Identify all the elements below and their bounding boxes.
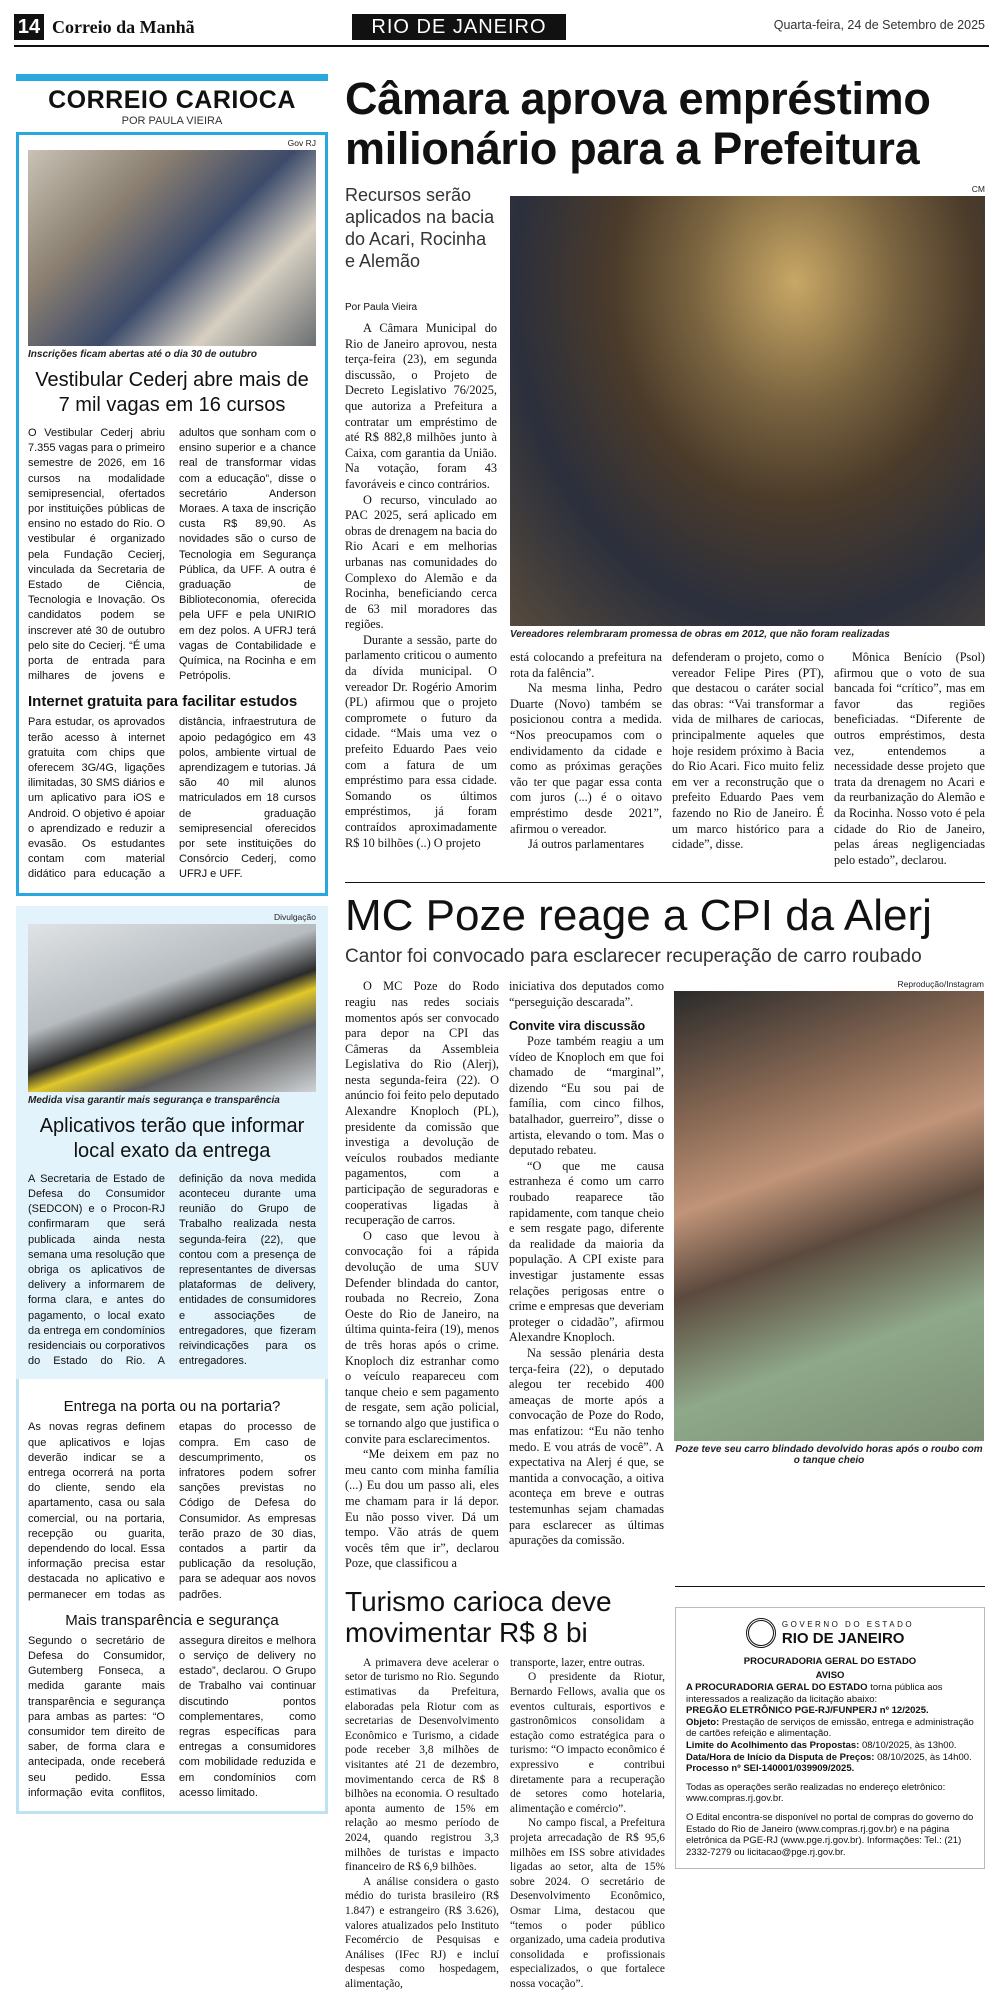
camara-columns — [510, 650, 985, 868]
notice-data — [686, 1752, 974, 1764]
deck: Cantor foi convocado para esclarecer recuperação de carro roubado — [345, 946, 922, 968]
article-divider — [675, 1586, 985, 1587]
article-body: A Secretaria de Estado de Defesa do Consumidor (SEDCON) e o Procon-RJ confirmaram que será publicada ainda nesta semana uma resolução que obriga os aplicativos de delivery a informarem de forma clara, e antes do pagamento, o local exato da entrega em condomínios residenciais ou corporativos do Estado do Rio. A definição da nova medida aconteceu durante uma reunião do Grupo de Trabalho realizada nesta segunda-feira (22), que contou com a presença de representantes de diversas plataformas de delivery, entidades de consumidores e associações de entregadores, que fizeram reivindicações para os entregadores. — [28, 1172, 316, 1368]
article-column-1 — [345, 1656, 499, 1992]
main-news-area — [345, 74, 985, 1992]
article-column-3 — [672, 650, 824, 868]
paragraph: “O que me causa estranheza é como um carro roubado reaparece tão rapidamente, com tanque cheio e sem resgate pago, diferente da realidade da maioria da população. A CPI existe para investigar justamente essas relações perigosas entre o crime e empresas que deveriam proteger o cidadão”, afirmou Alexandre Knoploch. — [509, 1158, 665, 1345]
paragraph: defenderam o projeto, como o vereador Felipe Pires (PT), que destacou o caráter social das obras: “Vai transformar a vida de milhares de cariocas, principalmente aqueles que hoje residem próximo à Bacia do Rio Acari. Fico muito feliz em ver a reconstrução que o prefeito Eduardo Paes vem fazendo no Rio de Janeiro. É um marco histórico para a cidade”, disse. — [672, 650, 824, 852]
value: Prestação de serviços de emissão, entrega e administração de cartões refeição e alimentação. — [686, 1716, 974, 1740]
headline-poze: MC Poze reage a CPI da Alerj — [345, 891, 932, 941]
paragraph: A análise considera o gasto médio do turista brasileiro (R$ 1.847) e estrangeiro (R$ 3.626), valores atualizados pelo Instituto Fecomércio de Pesquisas e Análises (IFec RJ) e incluí despesas como hospedagem, alimentação, — [345, 1875, 499, 1990]
bottom-row — [345, 1586, 985, 1992]
column-accent-bar — [16, 74, 328, 81]
photo-caption: Inscrições ficam abertas até o dia 30 de outubro — [28, 349, 257, 360]
photo-credit: CM — [971, 184, 985, 194]
issue-date: Quarta-feira, 24 de Setembro de 2025 — [773, 18, 985, 32]
photo-caption: Medida visa garantir mais segurança e transparência — [28, 1094, 280, 1106]
mc-poze-photo — [674, 991, 984, 1441]
correio-carioca-column — [16, 74, 328, 1992]
headline-camara: Câmara aprova empréstimo milionário para a Prefeitura — [345, 73, 931, 174]
paragraph: transporte, lazer, entre outras. — [510, 1656, 645, 1669]
paragraph: “Me deixem em paz no meu canto com minha família (...) Eu dou um passo ali, eles me chamam para ir lá depor. Eu não posso viver. Dá um tempo. Vão atrás de quem vocês têm que ir”, declarou Poze, que classificou a — [345, 1447, 499, 1571]
byline: Por Paula Vieira — [345, 302, 418, 313]
camara-article — [345, 184, 985, 868]
section-title: RIO DE JANEIRO — [352, 14, 566, 40]
subheading: Internet gratuita para facilitar estudos — [28, 693, 298, 711]
paragraph: Na mesma linha, Pedro Duarte (Novo) também se posicionou contra a medida. “Nos preocupamos com o endividamento da cidade e como as próximas gerações vão ter que pagar essa conta com juros (...) é o oitavo empréstimo desde 2021”, afirmou o vereador. — [510, 681, 662, 836]
notice-objeto — [686, 1717, 974, 1740]
notice-org: PROCURADORIA GERAL DO ESTADO — [743, 1655, 917, 1667]
paragraph: Durante a sessão, parte do parlamento criticou o aumento da dívida municipal. O vereador Dr. Rogério Amorim (PL) afirmou que o projeto compromete o futuro da cidade. “Mais uma vez o prefeito Eduardo Paes veio com a fatura de um empréstimo para essa cidade. Somando os últimos empréstimos, já foram contraídos aproximadamente R$ 10 bilhões (..) O projeto — [345, 632, 497, 850]
paragraph: O presidente da Riotur, Bernardo Fellows, avalia que os eventos culturais, esportivos e gastronômicos consolidam a estação como estratégica para o turismo: “O impacto econômico é expressivo e contribui diretamente para a recuperação de setores como hotelaria, alimentação e comércio”. — [510, 1671, 665, 1815]
subheading: Entrega na porta ou na portaria? — [63, 1398, 281, 1416]
deck: Recursos serão aplicados na bacia do Acari, Rocinha e Alemão — [345, 185, 495, 271]
photo-credit: Divulgação — [273, 911, 316, 922]
paragraph: A Câmara Municipal do Rio de Janeiro aprovou, nesta terça-feira (23), em segunda discussão, o Projeto de Decreto Legislativo 76/2025, que autoriza a Prefeitura a contratar um empréstimo de até R$ 882,8 milhões junto à Caixa, com garantia da União. Na votação, foram 43 favoráveis e cinco contrários. — [345, 321, 497, 491]
paragraph: Mônica Benício (Psol) afirmou que o voto de sua bancada foi “crítico”, mas em favor das regiões beneficiadas. “Diferente de outros empréstimos, desta vez, entendemos a necessidade desse projeto que trata da drenagem no Acari e da reurbanização do Alemão e da Rocinha. Nosso voto é pela cidade do Rio de Janeiro, pelas áreas negligenciadas pelo estado”, declarou. — [834, 650, 985, 867]
article-body: Segundo o secretário de Defesa do Consumidor, Gutemberg Fonseca, a medida garante mais transparência e segurança para ambas as partes: “O consumidor tem direito de saber, de forma clara e antecipada, onde receberá seu pedido. Essa informação evita conflitos, assegura direitos e melhora o serviço de delivery no estado”, declarou. O Grupo de Trabalho vai continuar discutindo pontos complementares, como regras específicas para entregas a consumidores com mobilidade reduzida e em condomínios com acesso limitado. — [28, 1634, 316, 1799]
notice-operacoes: Todas as operações serão realizadas no endereço eletrônico: www.compras.rj.gov.br. — [686, 1781, 946, 1805]
article-body: O Vestibular Cederj abriu 7.355 vagas para o primeiro semestre de 2026, em 16 cursos na modalidade semipresencial, ofertados por instituições públicas de ensino no estado do Rio. O vestibular é organizado pela Fundação Cecierj, vinculada da Secretaria de Estado de Ciência, Tecnologia e Inovação. Os candidatos podem se inscrever até 30 de outubro pelo site do Cecierj. “É uma porta de entrada para milhares de jovens e adultos que sonham com o ensino superior e a chance real de transformar vidas com a educação”, disse o secretário Anderson Moraes. A taxa de inscrição custa R$ 89,90. As novidades são o curso de Tecnologia em Segurança Pública, da UFF. A outra é graduação de Biblioteconomia, oferecida pela UFF e pela UNIRIO em dez polos. A UFRJ terá vagas de Contabilidade e Química, na Rocinha e em Petrópolis. — [28, 427, 316, 683]
delivery-motorcycle-photo — [28, 924, 316, 1092]
poze-article — [345, 979, 985, 1572]
paragraph: A primavera deve acelerar o setor de turismo no Rio. Segundo estimativas da Prefeitura, elaboradas pela Riotur com as secretarias de Desenvolvimento Econômico e Turismo, a cidade pode receber 3,8 milhões de visitantes até 21 de dezembro, movimentando cerca de R$ 8 bilhões na economia. O resultado aponta aumento de 15% em relação ao mesmo período de 2024, quando registrou 3,3 milhões de turistas e impacto financeiro de R$ 6,9 bilhões. — [345, 1656, 499, 1874]
column-byline: POR PAULA VIEIRA — [121, 115, 223, 127]
notice-limite — [686, 1740, 974, 1752]
notice-title: AVISO — [815, 1670, 845, 1682]
paragraph: O MC Poze do Rodo reagiu nas redes sociais momentos após ser convocado para depor na CPI das Câmeras da Assembleia Legislativa do Rio (Alerj), nesta segunda-feira (22). O anúncio foi feito pelo deputado Alexandre Knoploch (PL), presidente da comissão que investiga a devolução de veículos roubados mediante pagamentos, com a participação de seguradoras e cooperativas ligadas à recuperação de carros. — [345, 979, 499, 1228]
gov-state-name: RIO DE JANEIRO — [781, 1630, 905, 1648]
paragraph: Poze também reagiu a um vídeo de Knoploch em que foi chamado de “marginal”, dizendo “Eu sou pai de família, com cinco filhos, batalhador, guerreiro”, disse o artista, elevando o tom. Mas o deputado rebateu. — [509, 1034, 664, 1158]
notice-pregao: PREGÃO ELETRÔNICO PGE-RJ/FUNPERJ nº 12/2025. — [686, 1705, 929, 1717]
paragraph: O recurso, vinculado ao PAC 2025, será aplicado em obras de drenagem na bacia do Rio Acari e em melhorias urbanas nas comunidades do Complexo do Alemão e da Rocinha, beneficiando cerca de 63 mil moradores das regiões. — [345, 492, 497, 632]
article-body: As novas regras definem que aplicativos e lojas deverão indicar se a entrega ocorrerá na porta do cliente, sendo ela apartamento, casa ou sala comercial, ou na portaria, recepção ou guarita, dependendo do local. Essa informação precisa estar destacada no aplicativo e permanecer em todas as etapas do processo de compra. Em caso de descumprimento, os infratores podem sofrer sanções previstas no Código de Defesa do Consumidor. As empresas terão prazo de 30 dias, contados a partir da publicação da resolução, para se adequar aos novos padrões. — [28, 1421, 316, 1601]
column-title: CORREIO CARIOCA — [48, 86, 296, 114]
photo-caption: Poze teve seu carro blindado devolvido horas após o roubo com o tanque cheio — [675, 1444, 983, 1467]
headline-cederj: Vestibular Cederj abre mais de 7 mil vagas em 16 cursos — [35, 369, 309, 416]
state-coat-of-arms-icon — [746, 1618, 776, 1648]
paragraph: No campo fiscal, a Prefeitura projeta arrecadação de R$ 95,6 milhões em ISS sobre atividades ligadas ao setor, alta de 15% sobre 2024. O secretário de Desenvolvimento Econômico, Osmar Lima, destacou que “temos o poder público organizado, uma cadeia produtiva consolidada e profissionais especializados, o que fortalece nossa vocação”. — [510, 1817, 665, 1990]
article-column-4 — [834, 650, 985, 868]
article-column-2 — [509, 979, 664, 1572]
turismo-columns — [345, 1656, 665, 1992]
gov-label: GOVERNO DO ESTADO — [781, 1619, 915, 1629]
article-column-2 — [510, 650, 662, 868]
students-exam-photo — [28, 150, 316, 346]
label: Data/Hora de Início da Disputa de Preços: — [686, 1751, 875, 1763]
public-notice-ad — [675, 1607, 985, 1870]
article-column-1 — [345, 321, 497, 851]
article-column-2 — [510, 1656, 665, 1992]
label: Objeto: — [686, 1716, 720, 1728]
headline-turismo: Turismo carioca deve movimentar R$ 8 bi — [345, 1585, 612, 1648]
notice-edital: O Edital encontra-se disponível no portal de compras do governo do Estado do Rio de Janeiro (www.compras.rj.gov.br) e na página eletrônica da PGE-RJ (www.pge.rj.gov.br). Informações: Tel.: (21) 2332-7279 ou licitacao@pge.rj.gov.br. — [686, 1812, 974, 1858]
notice-intro-text: torna pública aos interessados a realização da licitação abaixo: — [686, 1682, 943, 1705]
notice-intro — [686, 1682, 974, 1705]
article-divider — [345, 882, 985, 883]
photo-caption: Vereadores relembraram promessa de obras em 2012, que não foram realizadas — [510, 629, 890, 640]
headline-delivery: Aplicativos terão que informar local exato da entrega — [39, 1114, 305, 1162]
paragraph: O caso que levou à convocação foi a rápida devolução de uma SUV Defender blindada do cantor, roubada no Recreio, Zona Oeste do Rio de Janeiro, na última quinta-feira (19), menos de três horas após o crime. Knoploch diz estranhar como o veículo reapareceu com tanque cheio e sem pagamento de resgate, sem ação policial, se tornando algo que justifica o convite para esclarecimentos. — [345, 1228, 500, 1446]
story-box-cederj — [16, 132, 328, 896]
article-column-1 — [345, 979, 499, 1572]
page-number: 14 — [14, 14, 44, 40]
notice-processo: Processo nº SEI-140001/039909/2025. — [686, 1763, 855, 1775]
value: 08/10/2025, às 13h00. — [859, 1740, 957, 1752]
newspaper-name: Correio da Manhã — [52, 17, 195, 37]
label: Limite do Acolhimento das Propostas: — [686, 1740, 860, 1752]
story-box-continued — [16, 1379, 328, 1814]
subheading: Convite vira discussão — [509, 1018, 646, 1033]
paragraph: Já outros parlamentares — [528, 837, 645, 852]
photo-credit: Reprodução/Instagram — [897, 979, 984, 990]
value: 08/10/2025, às 14h00. — [874, 1751, 972, 1763]
subheading: Mais transparência e segurança — [65, 1611, 279, 1629]
article-body: Para estudar, os aprovados terão acesso à internet gratuita com chips que oferecem 3G/4G, ligações ilimitadas, 30 SMS diários e um aplicativo para iOS e Android. O objetivo é apoiar o aprendizado e reduzir a evasão. Os estudantes contam com material didático para educação a distância, infraestrutura de apoio pedagógico em 43 polos, ambiente virtual de aprendizagem e tutorias. Já são 40 mil alunos matriculados em 18 cursos de graduação semipresencial oferecidos por sete instituições do Consórcio Cederj, como UFRJ e UFF. — [28, 716, 316, 881]
paragraph: está colocando a prefeitura na rota da falência”. — [510, 650, 662, 680]
paragraph: iniciativa dos deputados como “perseguição descarada”. — [509, 979, 664, 1009]
story-box-delivery — [16, 906, 328, 1380]
photo-credit: Gov RJ — [287, 138, 316, 148]
council-chamber-photo — [510, 196, 985, 626]
turismo-article — [345, 1586, 665, 1992]
paragraph: Na sessão plenária desta terça-feira (22), o deputado alegou ter recebido 400 ameaças de morte após a convocação de Poze do Rodo, mas enfatizou: “Eu não tenho medo. E vou atrás de você”. A expectativa na Alerj é que, se mantida a convocação, a oitiva aconteça em breve e outras testemunhas sejam chamadas para esclarecer as últimas apurações da comissão. — [509, 1345, 664, 1548]
notice-intro-bold: A PROCURADORIA GERAL DO ESTADO — [686, 1682, 868, 1694]
